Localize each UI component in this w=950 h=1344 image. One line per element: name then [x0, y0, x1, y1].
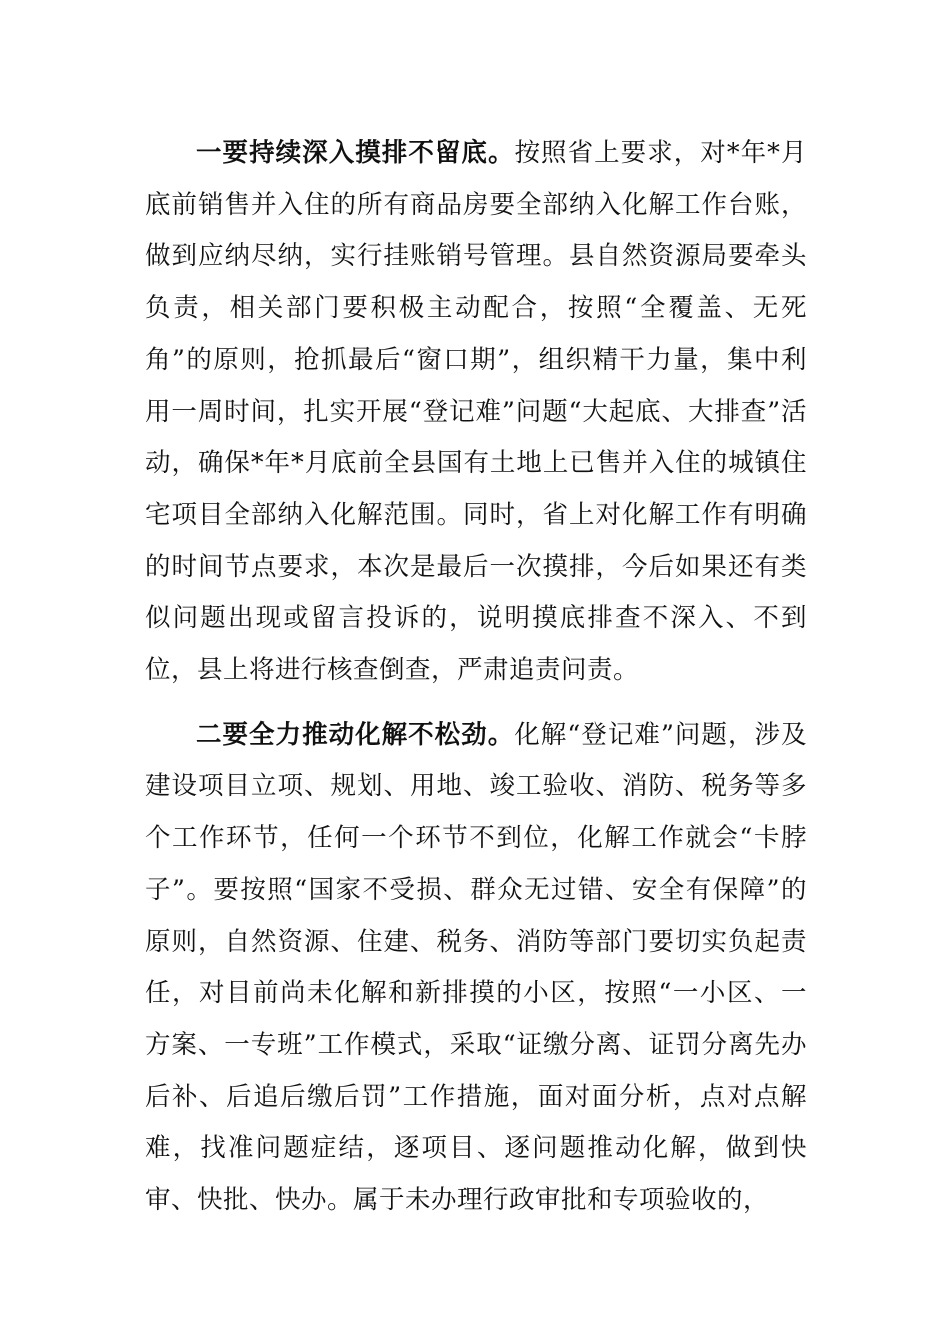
paragraph-2	[145, 710, 807, 1227]
paragraph-2-body: 化解“登记难”问题，涉及建设项目立项、规划、用地、竣工验收、消防、税务等多个工作环节，任何一个环节不到位，化解工作就会“卡脖子”。要按照“国家不受损、群众无过错、安全有保障”的原则，自然资源、住建、税务、消防等部门要切实负起责任，对目前尚未化解和新排摸的小区，按照“一小区、一方案、一专班”工作模式，采取“证缴分离、证罚分离先办后补、后追后缴后罚”工作措施，面对面分析，点对点解难，找准问题症结，逐项目、逐问题推动化解，做到快审、快批、快办。属于未办理行政审批和专项验收的，	[145, 719, 807, 1216]
paragraph-1-heading: 一要持续深入摸排不留底。	[196, 138, 515, 168]
paragraph-1	[145, 128, 807, 697]
paragraph-1-body: 按照省上要求，对*年*月底前销售并入住的所有商品房要全部纳入化解工作台账，做到应纳尽纳，实行挂账销号管理。县自然资源局要牵头负责，相关部门要积极主动配合，按照“全覆盖、无死角”的原则，抢抓最后“窗口期”，组织精干力量，集中利用一周时间，扎实开展“登记难”问题“大起底、大排查”活动，确保*年*月底前全县国有土地上已售并入住的城镇住宅项目全部纳入化解范围。同时，省上对化解工作有明确的时间节点要求，本次是最后一次摸排，今后如果还有类似问题出现或留言投诉的，说明摸底排查不深入、不到位，县上将进行核查倒查，严肃追责问责。	[145, 138, 807, 686]
paragraph-2-heading: 二要全力推动化解不松劲。	[196, 719, 515, 750]
document-page	[145, 128, 807, 1227]
